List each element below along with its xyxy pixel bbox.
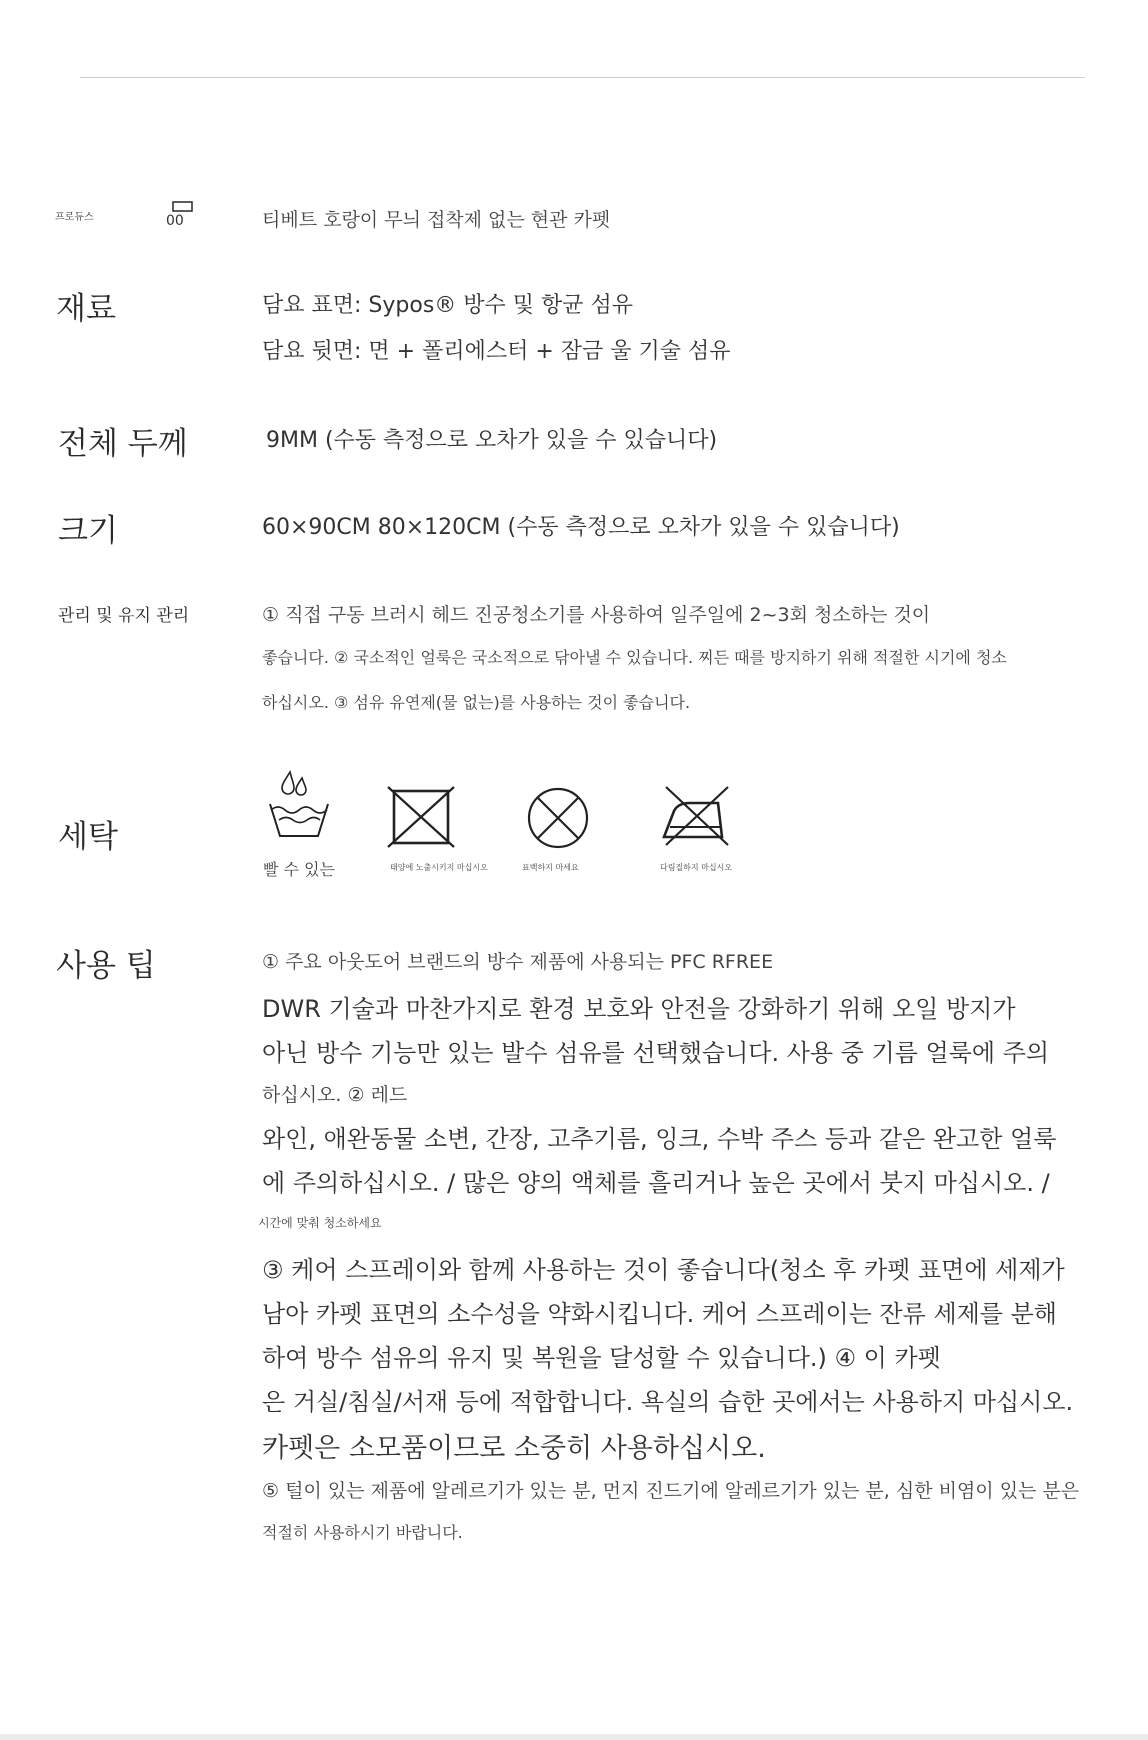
- size-title: 크기: [58, 513, 118, 549]
- material-title: 재료: [56, 291, 116, 327]
- tips-line-1: ① 주요 아웃도어 브랜드의 방수 제품에 사용되는 PFC RFREE: [262, 951, 774, 973]
- no-tumble-dry-icon: [386, 785, 458, 849]
- tips-line-10: 하여 방수 섬유의 유지 및 복원을 달성할 수 있습니다.) ④ 이 카펫: [262, 1344, 941, 1372]
- material-line-1: 담요 표면: Sypos® 방수 및 항균 섬유: [262, 293, 634, 318]
- tips-line-7: 시간에 맞춰 청소하세요: [258, 1216, 382, 1230]
- tips-line-14: 적절히 사용하시기 바랍니다.: [262, 1523, 463, 1542]
- care-line-2: 좋습니다. ② 국소적인 얼룩은 국소적으로 닦아낼 수 있습니다. 찌든 때를 방지하기 위해 적절한 시기에 청소: [262, 648, 1007, 667]
- tips-title: 사용 팁: [56, 948, 156, 984]
- care-title: 관리 및 유지 관리: [58, 606, 190, 626]
- no-bleach-caption: 표백하지 마세요: [522, 863, 579, 872]
- tips-line-4: 하십시오. ② 레드: [262, 1084, 408, 1106]
- no-iron-caption: 다림질하지 마십시오: [660, 863, 733, 872]
- tips-line-6: 에 주의하십시오. / 많은 양의 액체를 흘리거나 높은 곳에서 붓지 마십시오. /: [262, 1169, 1050, 1197]
- no-iron-icon: [660, 785, 734, 849]
- tips-line-11: 은 거실/침실/서재 등에 적합합니다. 욕실의 습한 곳에서는 사용하지 마십시오.: [262, 1388, 1074, 1416]
- material-line-2: 담요 뒷면: 면 + 폴리에스터 + 잠금 울 기술 섬유: [262, 339, 731, 364]
- tips-line-12: 카펫은 소모품이므로 소중히 사용하십시오.: [262, 1433, 766, 1464]
- washing-title: 세탁: [58, 819, 118, 855]
- bottom-divider: [0, 1734, 1148, 1740]
- washable-icon: [268, 770, 330, 840]
- washable-caption: 빨 수 있는: [263, 860, 335, 879]
- tips-line-13: ⑤ 털이 있는 제품에 알레르기가 있는 분, 먼지 진드기에 알레르기가 있는 분, 심한 비염이 있는 분은: [262, 1480, 1080, 1502]
- header-label: 프로듀스: [55, 212, 94, 223]
- no-bleach-icon: [525, 785, 591, 851]
- thickness-title: 전체 두께: [58, 426, 188, 462]
- size-value: 60×90CM 80×120CM (수동 측정으로 오차가 있을 수 있습니다): [262, 515, 900, 540]
- no-tumble-dry-caption: 태양에 노출시키지 마십시오: [390, 863, 488, 872]
- thickness-value: 9MM (수동 측정으로 오차가 있을 수 있습니다): [266, 428, 718, 453]
- top-divider: [80, 77, 1085, 78]
- tips-line-9: 남아 카펫 표면의 소수성을 약화시킵니다. 케어 스프레이는 잔류 세제를 분해: [262, 1300, 1057, 1328]
- tips-line-5: 와인, 애완동물 소변, 간장, 고추기름, 잉크, 수박 주스 등과 같은 완고한 얼룩: [262, 1125, 1057, 1153]
- logo-text: 00: [166, 213, 184, 229]
- care-line-1: ① 직접 구동 브러시 헤드 진공청소기를 사용하여 일주일에 2~3회 청소하는 것이: [262, 604, 931, 626]
- product-name: 티베트 호랑이 무늬 접착제 없는 현관 카펫: [262, 209, 611, 231]
- tips-line-3: 아닌 방수 기능만 있는 발수 섬유를 선택했습니다. 사용 중 기름 얼룩에 주의: [262, 1039, 1050, 1067]
- tips-line-8: ③ 케어 스프레이와 함께 사용하는 것이 좋습니다(청소 후 카펫 표면에 세제가: [262, 1256, 1065, 1284]
- tips-line-2: DWR 기술과 마찬가지로 환경 보호와 안전을 강화하기 위해 오일 방지가: [262, 995, 1016, 1023]
- care-line-3: 하십시오. ③ 섬유 유연제(물 없는)를 사용하는 것이 좋습니다.: [262, 693, 691, 712]
